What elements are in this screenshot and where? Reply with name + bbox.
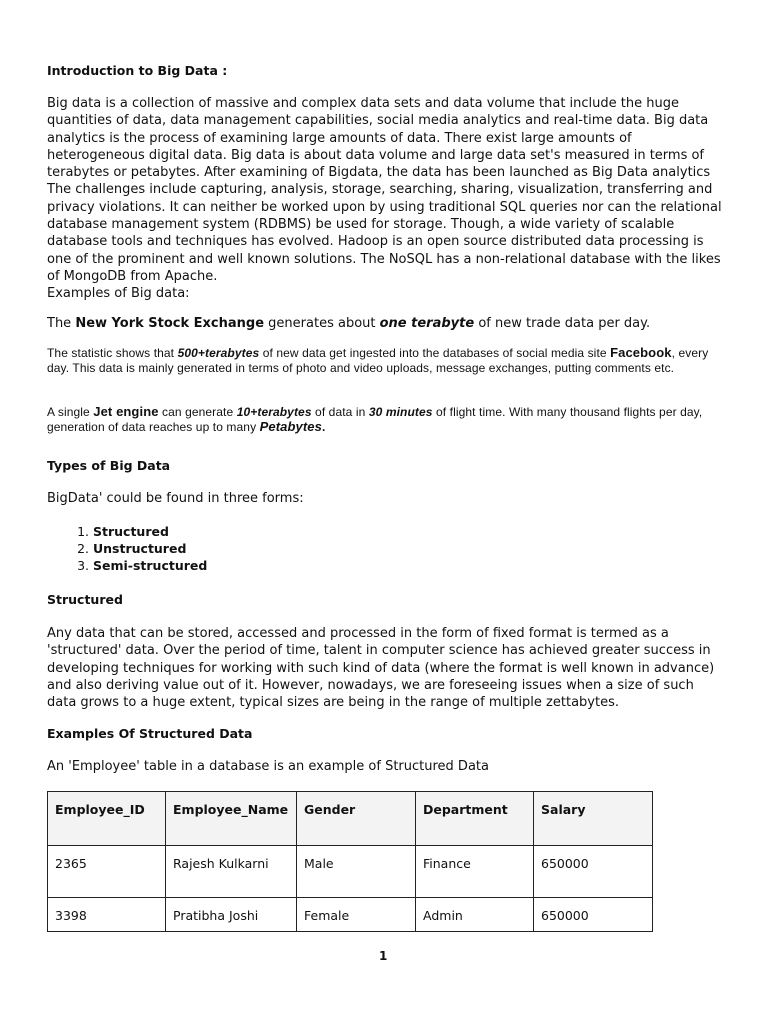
table-cell: 650000	[534, 846, 653, 898]
example-nyse	[47, 315, 723, 332]
table-row	[48, 846, 653, 898]
types-intro: BigData' could be found in three forms:	[47, 491, 304, 506]
column-header: Gender	[297, 792, 416, 846]
text: generates about	[264, 316, 380, 331]
table-cell: 650000	[534, 898, 653, 932]
text: of new trade data per day.	[474, 316, 651, 331]
table-cell: Male	[297, 846, 416, 898]
text-bold: Jet engine	[93, 404, 159, 419]
text-bold: Facebook	[610, 345, 672, 360]
text: of flight time. With many thousand flights per day, generation of data reaches up to many	[47, 405, 703, 434]
structured-examples-heading: Examples Of Structured Data	[47, 726, 253, 741]
column-header: Employee_Name	[166, 792, 297, 846]
table-cell: Pratibha Joshi	[166, 898, 297, 932]
text-bold-italic: one terabyte	[379, 316, 475, 331]
types-heading: Types of Big Data	[47, 458, 171, 473]
text: of new data get ingested into the databases of social media site	[259, 346, 611, 360]
table-header-row	[48, 792, 653, 846]
table-cell: 3398	[48, 898, 166, 932]
text: of data in	[311, 405, 369, 419]
column-header: Department	[416, 792, 534, 846]
employee-table	[47, 791, 653, 932]
example-social	[47, 346, 723, 375]
examples-heading: Examples of Big data:	[47, 286, 190, 301]
text-bold-italic: 30 minutes	[368, 405, 433, 419]
intro-paragraph: Big data is a collection of massive and complex data sets and data volume that include the huge quantities of data, data management capabilities, social media analytics and real-time data. Big data analytics is the process of examining large amounts of data. There exist large amounts of heterogeneous digital data. Big data is about data volume and large data set's measured in terms of terabytes or petabytes. After examining of Bigdata, the data has been launched as Big Data analytics The challenges include capturing, analysis, storage, searching, sharing, visualization, transferring and privacy violations. It can neither be worked upon by using traditional SQL queries nor can the relational database management system (RDBMS) be used for storage. Though, a wide variety of scalable database tools and techniques has evolved. Hadoop is an open source distributed data processing is one of the prominent and well known solutions. The NoSQL has a non-relational database with the likes of MongoDB from Apache.	[47, 96, 722, 284]
text-bold-italic: Petabytes	[259, 418, 322, 434]
list-item: 1. Structured	[93, 524, 207, 541]
column-header: Employee_ID	[48, 792, 166, 846]
table-cell: 2365	[48, 846, 166, 898]
text-bold: New York Stock Exchange	[75, 316, 265, 331]
page-number: 1	[379, 949, 388, 963]
text: A single	[47, 405, 94, 419]
table-cell: Rajesh Kulkarni	[166, 846, 297, 898]
text: can generate	[158, 405, 237, 419]
text: The statistic shows that	[47, 346, 178, 360]
table-cell: Finance	[416, 846, 534, 898]
table-cell: Admin	[416, 898, 534, 932]
text-bold-italic: 10+terabytes	[236, 405, 312, 419]
list-item: 3. Semi-structured	[93, 558, 207, 575]
column-header: Salary	[534, 792, 653, 846]
structured-examples-intro: An 'Employee' table in a database is an example of Structured Data	[47, 759, 489, 774]
example-jet	[47, 405, 723, 434]
text: The	[47, 316, 76, 331]
table-cell: Female	[297, 898, 416, 932]
types-list	[47, 524, 207, 574]
text: , every day. This data is mainly generated in terms of photo and video uploads, message exchanges, putting comments etc.	[47, 346, 709, 375]
intro-heading: Introduction to Big Data :	[47, 63, 228, 78]
text-bold-italic: 500+terabytes	[177, 346, 260, 360]
table-row	[48, 898, 653, 932]
text-bold: .	[321, 419, 326, 434]
list-item: 2. Unstructured	[93, 541, 207, 558]
structured-paragraph: Any data that can be stored, accessed and processed in the form of fixed format is termed as a 'structured' data. Over the period of time, talent in computer science has achieved greater success in developing techniques for working with such kind of data (where the format is well known in advance) and also deriving value out of it. However, nowadays, we are foreseeing issues when a size of such data grows to a huge extent, typical sizes are being in the range of multiple zettabytes.	[47, 626, 715, 711]
structured-heading: Structured	[47, 592, 123, 607]
